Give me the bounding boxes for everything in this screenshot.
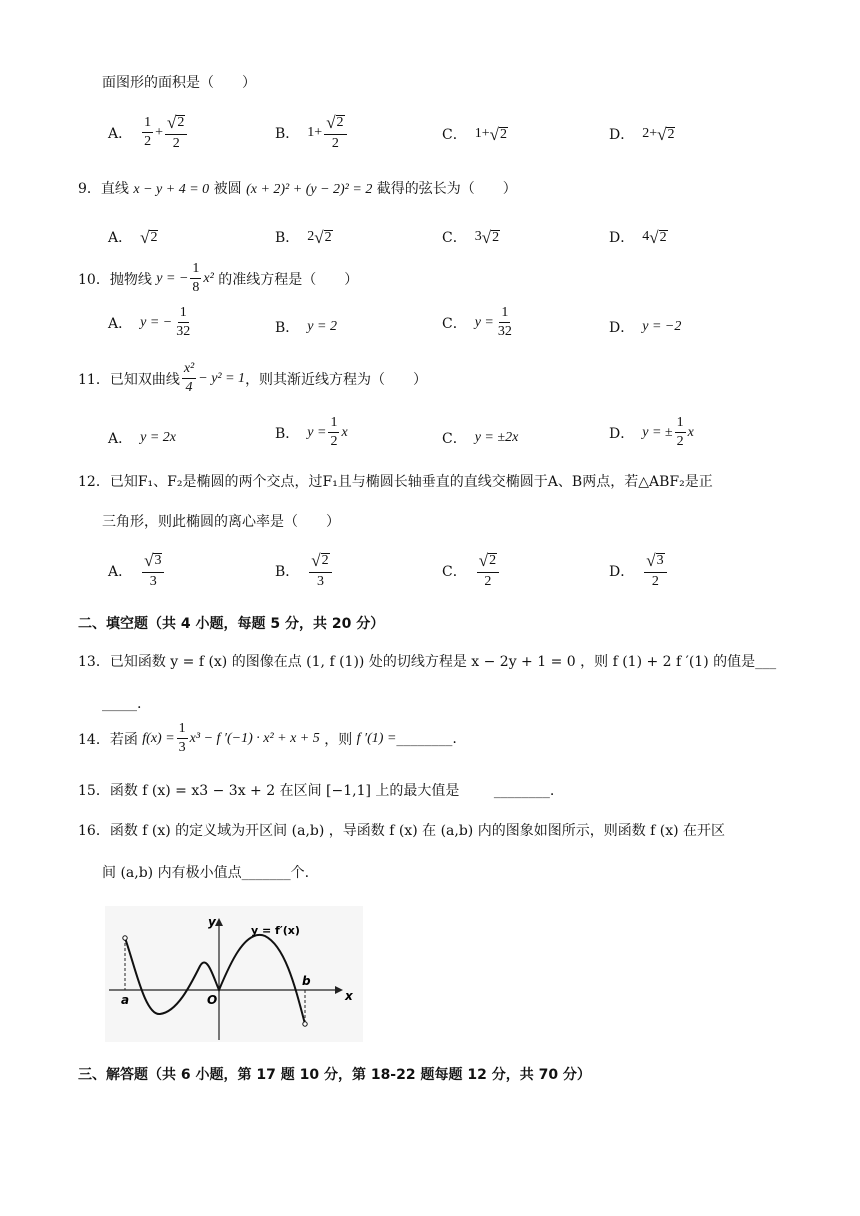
q9-stem: 9．直线 x − y + 4 = 0 被圆 (x + 2)² + (y − 2)² = 2 截得的弦长为（ ） [78,181,517,197]
q16-stem-line2: 间 (a,b) 内有极小值点_______个. [102,865,310,881]
q10-stem: 10． 抛物线 y = − $\frac{1}{8}$ x² 的准线方程是（ ） [78,261,359,295]
q12-stem-line2: 三角形，则此椭圆的离心率是（ ） [102,514,340,530]
q8-option-a: A． $\frac{1}{2}$ + √ 2 2 [108,114,189,151]
q8-option-d: D． 2+ √ 2 [609,124,675,144]
q15-stem: 15．函数 f (x) = x3 − 3x + 2 在区间 [−1,1] 上的最大值是 ________. [78,783,555,799]
b-label: b [302,974,311,988]
q11-option-b: B． y = $\frac{1}{2}$ x [275,415,348,449]
q16-stem-line1: 16．函数 f (x) 的定义域为开区间 (a,b) ，导函数 f (x) 在 (a,b) 内的图象如图所示，则函数 f (x) 在开区 [78,823,726,839]
q12-option-c: C． √ 2 2 [442,552,501,589]
q11-stem: 11． 已知双曲线 $\frac{\text{x²}}{4}$ − y² = 1 ，则其渐近线方程为（ ） [78,361,428,395]
q13-stem-line1: 13．已知函数 y = f (x) 的图像在点 (1, f (1)) 处的切线方程是 x − 2y + 1 = 0 ，则 f (1) + 2 f ′(1) 的值是___ [78,654,777,670]
open-endpoint-b [303,1022,307,1026]
q10-option-a: A． y = − $\frac{1}{32}$ [108,305,191,339]
f-prime-label: y = f′(x) [251,924,300,937]
q11-option-a: A． y = 2x [108,430,176,447]
a-label: a [121,993,130,1007]
q10-option-b: B． y = 2 [275,319,337,336]
q8-option-c: C． 1+ √ 2 [442,124,507,144]
q12-stem-line1: 12．已知F₁、F₂是椭圆的两个交点，过F₁且与椭圆长轴垂直的直线交椭圆于A、B两点，若△ABF₂是正 [78,474,713,490]
q8-option-b: B． 1+ √ 2 2 [275,114,349,151]
q12-option-b: B． √ 2 3 [275,552,334,589]
q9-option-d: D． 4 √ 2 [609,227,667,247]
q11-option-d: D． y = ± $\frac{1}{2}$ x [609,415,694,449]
section-3-heading: 三、解答题（共 6 小题，第 17 题 10 分，第 18-22 题每题 12 分，共 70 分） [78,1067,591,1083]
derivative-graph [105,906,363,1042]
q8-continuation: 面图形的面积是（ ） [102,75,256,91]
q9-option-a: A． √ 2 [108,227,158,247]
q9-option-c: C． 3 √ 2 [442,227,500,247]
q9-option-b: B． 2 √ 2 [275,227,332,247]
q12-option-a: A． √ 3 3 [108,552,166,589]
q11-option-c: C． y = ±2x [442,430,519,447]
q10-option-d: D． y = −2 [609,319,682,336]
x-label: x [345,989,353,1003]
y-label: y [208,915,216,929]
section-2-heading: 二、填空题（共 4 小题，每题 5 分，共 20 分） [78,616,385,632]
q13-stem-line2: _____. [102,696,142,712]
q12-option-d: D． √ 3 2 [609,552,669,589]
origin-label: O [207,993,218,1007]
q10-option-c: C． y = $\frac{1}{32}$ [442,305,512,339]
q14-stem: 14． 若函 f(x) = $\frac{1}{3}$ x³ − f ′(−1) · x² + x + 5 ，则 f ′(1) = ________. [78,721,457,755]
open-endpoint-a [123,936,127,940]
